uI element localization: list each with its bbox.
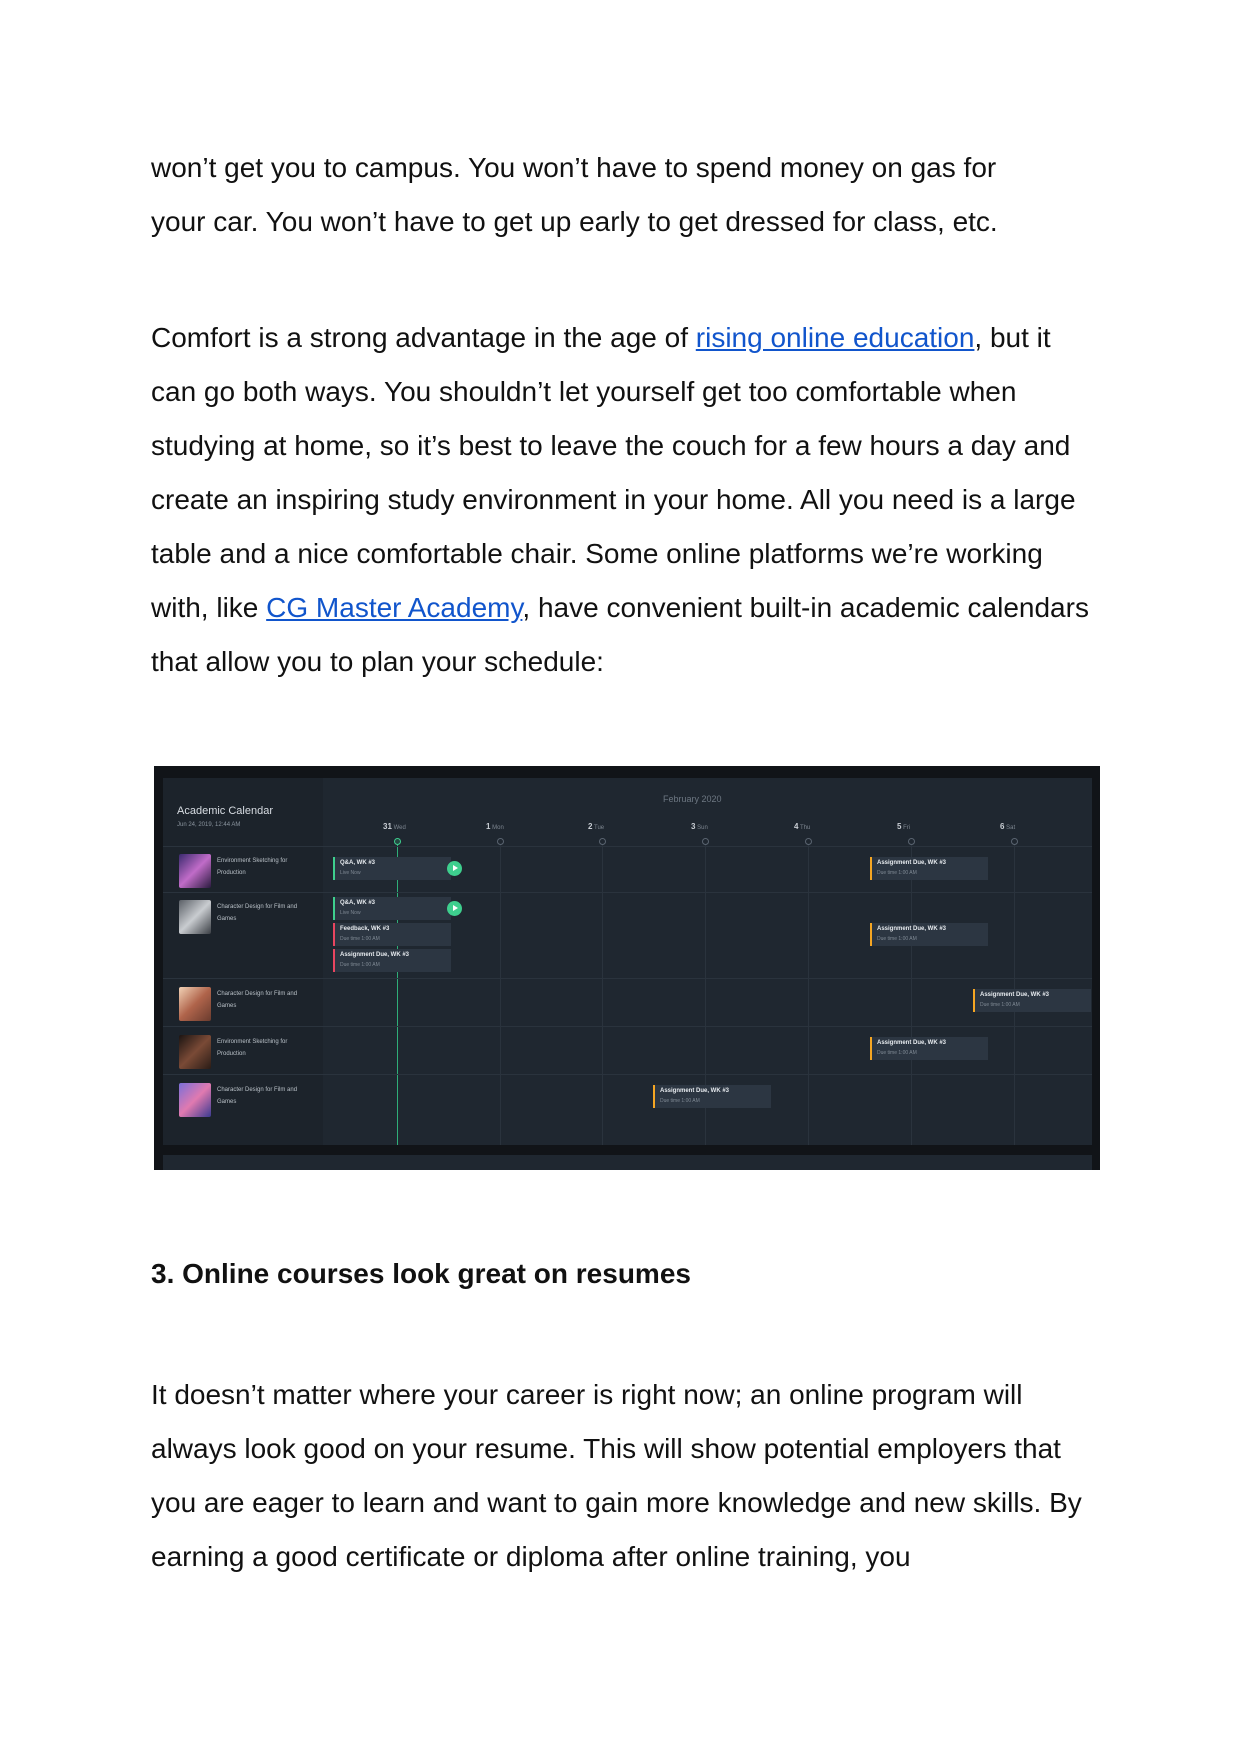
calendar-date: Jun 24, 2019, 12:44 AM (177, 822, 241, 828)
event-qa[interactable]: Q&A, WK #3 Live Now (333, 857, 451, 880)
day-marker (1011, 838, 1018, 845)
course-avatar (179, 854, 211, 888)
paragraph-resumes: It doesn’t matter where your career is right now; an online program will always look good on your resume. This will show potential employers that you are eager to learn and want to gain more knowledge and new skills. By earning a good certificate or diploma after online training, you (151, 1379, 1082, 1572)
p2-text-b: , but it can go both ways. You shouldn’t let yourself get too comfortable when studying at home, so it’s best to leave the couch for a few hours a day and create an inspiring study environment in your home. All you need is a large table and a nice comfortable chair. Some online platforms we’re working with, like (151, 322, 1076, 623)
section-heading: 3. Online courses look great on resumes (151, 1258, 691, 1289)
course-name: Environment Sketching for Production (217, 858, 288, 876)
day-header: 31 Wed (383, 822, 406, 831)
course-avatar (179, 1083, 211, 1117)
calendar-month: February 2020 (663, 794, 722, 804)
day-marker (497, 838, 504, 845)
day-marker (702, 838, 709, 845)
course-row (163, 1026, 1092, 1075)
day-header: 3 Sun (691, 822, 708, 831)
calendar-panel-bottom (163, 1155, 1092, 1170)
play-icon[interactable] (447, 861, 462, 876)
day-header: 2 Tue (588, 822, 605, 831)
cg-master-academy-link[interactable]: CG Master Academy (266, 592, 523, 623)
event-assignment[interactable]: Assignment Due, WK #3 Due time 1:00 AM (870, 857, 988, 880)
course-row (163, 1074, 1092, 1123)
play-icon[interactable] (447, 901, 462, 916)
p1-line1: won’t get you to campus. You won’t have to spend money on gas for (151, 152, 997, 183)
event-feedback[interactable]: Feedback, WK #3 Due time 1:00 AM (333, 923, 451, 946)
course-row (163, 892, 1092, 979)
course-row (163, 978, 1092, 1027)
event-assignment[interactable]: Assignment Due, WK #3 Due time 1:00 AM (870, 1037, 988, 1060)
course-avatar (179, 900, 211, 934)
day-marker-active (394, 838, 401, 845)
paragraph-comfort (151, 311, 1101, 689)
event-assignment[interactable]: Assignment Due, WK #3 Due time 1:00 AM (870, 923, 988, 946)
rising-online-education-link[interactable]: rising online education (695, 322, 975, 353)
course-row (163, 846, 1092, 893)
day-header: 1 Mon (486, 822, 504, 831)
event-assignment[interactable]: Assignment Due, WK #3 Due time 1:00 AM (653, 1085, 771, 1108)
day-header: 6 Sat (1000, 822, 1016, 831)
p2-text-c: , have convenient built-in academic calendars that allow you to plan your schedule: (151, 592, 1089, 677)
day-marker (599, 838, 606, 845)
course-avatar (179, 987, 211, 1021)
course-name: Character Design for Film and Games (217, 904, 298, 922)
calendar-title: Academic Calendar (177, 805, 273, 817)
p2-text-a: Comfort is a strong advantage in the age of (151, 322, 696, 353)
day-marker (908, 838, 915, 845)
day-marker (805, 838, 812, 845)
academic-calendar-screenshot (154, 766, 1100, 1170)
course-name: Character Design for Film and Games (217, 1087, 298, 1105)
course-avatar (179, 1035, 211, 1069)
paragraph-campus (151, 141, 1101, 249)
event-assignment[interactable]: Assignment Due, WK #3 Due time 1:00 AM (973, 989, 1091, 1012)
calendar-panel (163, 778, 1092, 1145)
day-header: 4 Thu (794, 822, 811, 831)
p1-line2: your car. You won’t have to get up early to get dressed for class, etc. (151, 206, 998, 237)
course-name: Environment Sketching for Production (217, 1039, 288, 1057)
event-assignment[interactable]: Assignment Due, WK #3 Due time 1:00 AM (333, 949, 451, 972)
event-qa[interactable]: Q&A, WK #3 Live Now (333, 897, 451, 920)
day-header: 5 Fri (897, 822, 911, 831)
course-name: Character Design for Film and Games (217, 991, 298, 1009)
